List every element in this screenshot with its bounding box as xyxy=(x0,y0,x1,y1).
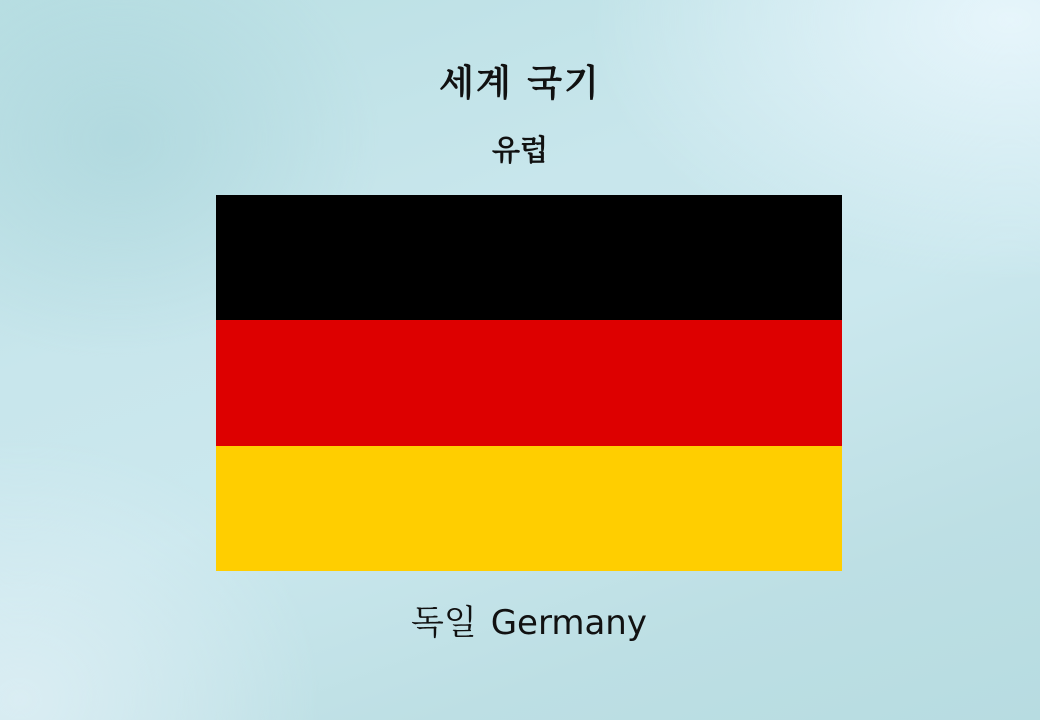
flag-caption xyxy=(0,600,1040,646)
flag-stripe-gold xyxy=(216,446,842,571)
germany-flag xyxy=(216,195,842,571)
slide-subtitle: 유럽 xyxy=(491,133,549,167)
flag-stripe-red xyxy=(216,320,842,445)
caption-korean-name: 독일 xyxy=(411,603,477,643)
caption-english-name: Germany xyxy=(490,603,647,643)
slide-title: 세계 국기 xyxy=(439,63,601,104)
flag-stripe-black xyxy=(216,195,842,320)
